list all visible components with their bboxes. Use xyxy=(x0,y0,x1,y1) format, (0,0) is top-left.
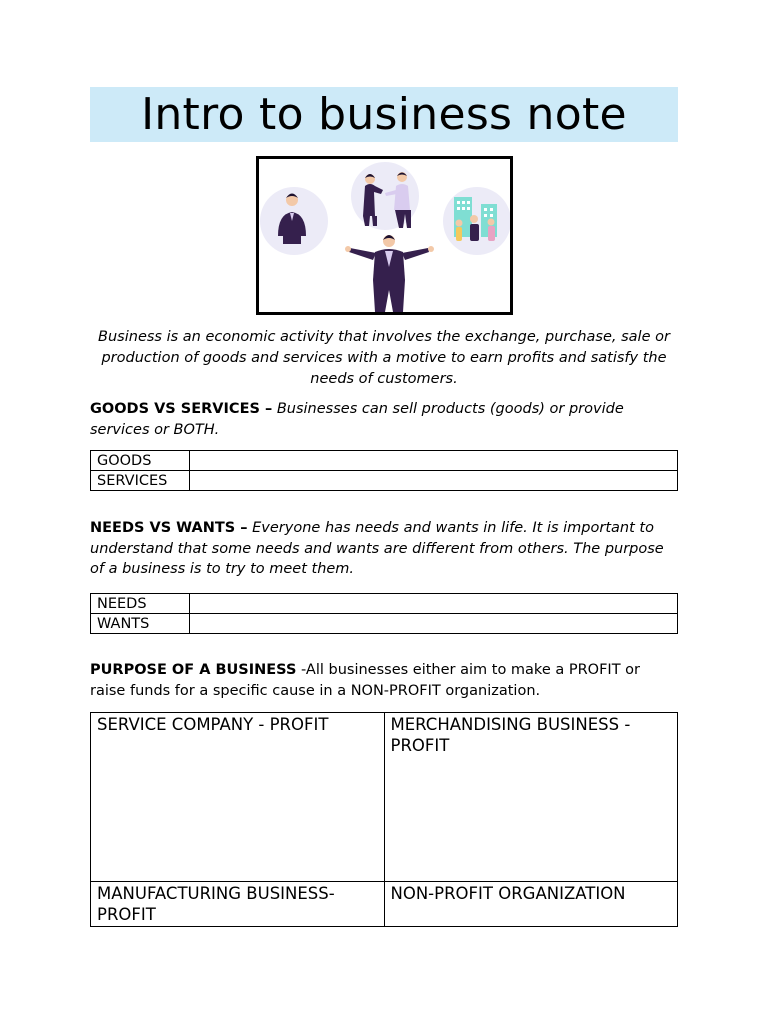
intro-paragraph: Business is an economic activity that involves the exchange, purchase, sale or production of goods and services with a motive to earn profits and satisfy the needs of customers. xyxy=(98,329,670,387)
business-types-table xyxy=(90,712,678,927)
needs-wants-paragraph xyxy=(90,518,678,580)
goods-label: GOODS xyxy=(91,451,190,471)
handshake-icon xyxy=(351,162,419,230)
non-profit-organization-cell[interactable]: NON-PROFIT ORGANIZATION xyxy=(384,882,678,927)
team-buildings-icon xyxy=(443,187,510,255)
services-answer-cell[interactable] xyxy=(190,471,678,491)
presenter-icon xyxy=(345,235,434,312)
table-row xyxy=(91,451,678,471)
person-laptop-icon xyxy=(260,187,328,255)
purpose-heading: PURPOSE OF A BUSINESS xyxy=(90,662,297,678)
table-row xyxy=(91,594,678,614)
table-row xyxy=(91,471,678,491)
needs-label: NEEDS xyxy=(91,594,190,614)
page-title: Intro to business note xyxy=(141,88,627,140)
business-people-illustration xyxy=(256,156,513,315)
illustration-svg xyxy=(259,159,510,312)
goods-services-table xyxy=(90,450,678,491)
needs-answer-cell[interactable] xyxy=(190,594,678,614)
services-label: SERVICES xyxy=(91,471,190,491)
title-banner xyxy=(90,87,678,142)
purpose-paragraph xyxy=(90,660,678,701)
goods-services-heading: GOODS VS SERVICES – xyxy=(90,401,273,417)
goods-answer-cell[interactable] xyxy=(190,451,678,471)
wants-answer-cell[interactable] xyxy=(190,614,678,634)
needs-wants-heading: NEEDS VS WANTS – xyxy=(90,520,248,536)
service-company-cell[interactable]: SERVICE COMPANY - PROFIT xyxy=(91,713,385,882)
purpose-text: -All businesses either aim to make a PROFIT or raise funds for a specific cause in a NON-PROFIT organization. xyxy=(90,662,640,699)
manufacturing-business-cell[interactable]: MANUFACTURING BUSINESS- PROFIT xyxy=(91,882,385,927)
goods-services-text: Businesses can sell products (goods) or provide services or BOTH. xyxy=(90,401,624,438)
table-row xyxy=(91,614,678,634)
table-row xyxy=(91,882,678,927)
needs-wants-text: Everyone has needs and wants in life. It is important to understand that some needs and wants are different from others. The purpose of a business is to try to meet them. xyxy=(90,520,664,577)
table-row xyxy=(91,713,678,882)
merchandising-business-cell[interactable]: MERCHANDISING BUSINESS - PROFIT xyxy=(384,713,678,882)
wants-label: WANTS xyxy=(91,614,190,634)
needs-wants-table xyxy=(90,593,678,634)
goods-services-paragraph xyxy=(90,399,678,440)
